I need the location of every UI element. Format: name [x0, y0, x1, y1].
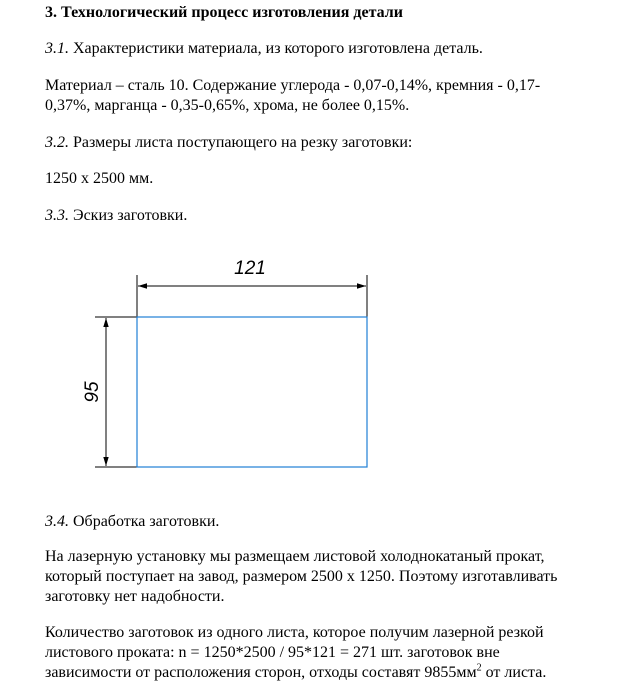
subsection-number: 3.1.	[45, 40, 69, 57]
blank-outline	[137, 317, 367, 467]
subsection-title: Обработка заготовки.	[69, 513, 220, 530]
height-label: 95	[82, 381, 103, 403]
quantity-line-1: Количество заготовок из одного листа, которое получим лазерной резкой	[45, 624, 544, 641]
quantity-line-2: листового проката: n = 1250*2500 / 95*121 = 271 шт. заготовок вне	[45, 644, 500, 661]
processing-line-2: который поступает на завод, размером 2500 х 1250. Поэтому изготавливать	[45, 568, 558, 585]
subsection-3-4	[45, 512, 219, 532]
subsection-3-1	[45, 39, 483, 59]
processing-line-3: заготовку нет надобности.	[45, 588, 225, 605]
height-dimension	[82, 317, 137, 467]
section-heading: 3. Технологический процесс изготовления детали	[45, 4, 403, 21]
sheet-size: 1250 х 2500 мм.	[45, 170, 154, 187]
subsection-3-3	[45, 206, 187, 226]
quantity-text-end: от листа.	[481, 664, 547, 681]
blank-sketch	[0, 250, 636, 480]
quantity-text: зависимости от расположения сторон, отходы составят 9855мм	[45, 664, 477, 681]
subsection-number: 3.2.	[45, 134, 69, 151]
processing-line-1: На лазерную установку мы размещаем листовой холоднокатаный прокат,	[45, 548, 545, 565]
width-label: 121	[234, 258, 266, 279]
subsection-title: Размеры листа поступающего на резку заготовки:	[69, 134, 413, 151]
subsection-title: Эскиз заготовки.	[69, 207, 188, 224]
superscript: 2	[476, 662, 482, 674]
material-line-1: Материал – сталь 10. Содержание углерода - 0,07-0,14%, кремния - 0,17-	[45, 77, 541, 94]
subsection-number: 3.4.	[45, 513, 69, 530]
quantity-line-3	[45, 663, 546, 683]
width-dimension	[137, 258, 367, 317]
subsection-number: 3.3.	[45, 207, 69, 224]
subsection-3-2	[45, 133, 412, 153]
subsection-title: Характеристики материала, из которого изготовлена деталь.	[69, 40, 483, 57]
material-line-2: 0,37%, марганца - 0,35-0,65%, хрома, не более 0,15%.	[45, 97, 410, 114]
